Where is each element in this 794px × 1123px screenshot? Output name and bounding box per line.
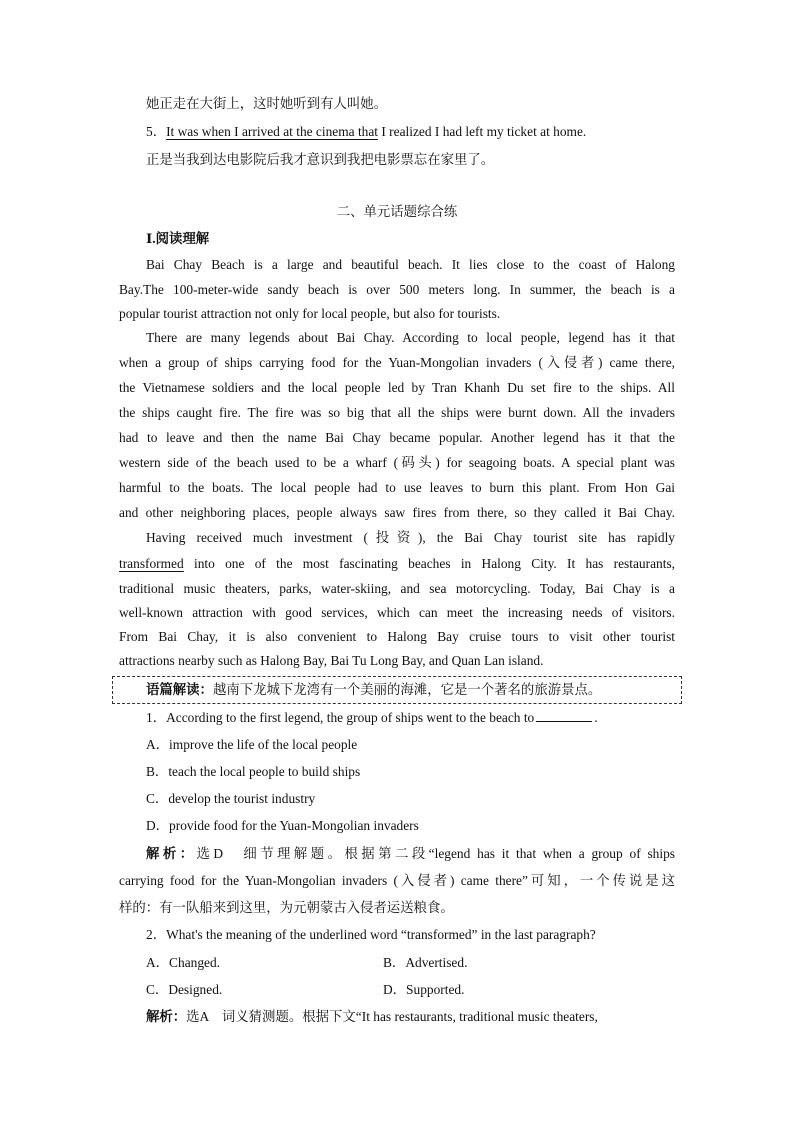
passage-line: traditional music theaters, parks, water-skiing, and sea motorcycling. Today, Bai Chay is a: [119, 581, 675, 596]
passage-line: when a group of ships carrying food for the Yuan-Mongolian invaders (入侵者) came there,: [119, 355, 675, 370]
q2-option-b: B．Advertised.: [383, 955, 468, 970]
passage-line: the Vietnamese soldiers and the local people led by Tran Khanh Du set fire to the ships. All: [119, 380, 675, 395]
passage-line: popular tourist attraction not only for local people, but also for tourists.: [119, 306, 501, 321]
q1-answer-line: 样的：有一队船来到这里，为元朝蒙古入侵者运送粮食。: [119, 900, 454, 915]
q2-option-c: C．Designed.: [146, 982, 223, 997]
summary-text: 语篇解读：越南下龙城下龙湾有一个美丽的海滩，它是一个著名的旅游景点。: [146, 682, 602, 697]
passage-line: the ships caught fire. The fire was so big that all the ships were burnt down. All the invaders: [119, 405, 675, 420]
passage-line: Bay.The 100-meter-wide sandy beach is over 500 meters long. In summer, the beach is a: [119, 282, 675, 297]
answer-blank: [536, 709, 592, 722]
section-heading: 二、单元话题综合练: [336, 204, 458, 219]
answer-label: 解析：: [146, 1009, 187, 1024]
item-number: 5．: [146, 124, 167, 139]
passage-line: There are many legends about Bai Chay. According to local people, legend has it that: [146, 330, 675, 345]
translation-line-4: 她正走在大街上，这时她听到有人叫她。: [146, 96, 388, 111]
q1-answer-line: carrying food for the Yuan-Mongolian invaders (入侵者) came there”可知，一个传说是这: [119, 873, 675, 888]
passage-line: harmful to the boats. The local people had to use leaves to burn this plant. From Hon Gai: [119, 480, 675, 495]
passage-line: and other neighboring places, people always saw fires from there, so they called it Bai Chay.: [119, 505, 675, 520]
q1-option-b: B．teach the local people to build ships: [146, 764, 361, 779]
sub-heading: Ⅰ.阅读理解: [146, 231, 210, 246]
q2-option-d: D．Supported.: [383, 982, 465, 997]
q1-option-a: A．improve the life of the local people: [146, 737, 358, 752]
passage-line: well-known attraction with good services, which can meet the increasing needs of visitors.: [119, 605, 675, 620]
underlined-word-transformed: transformed: [119, 556, 184, 571]
passage-line: western side of the beach used to be a wharf (码头) for seagoing boats. A special plant was: [119, 455, 675, 470]
passage-line: attractions nearby such as Halong Bay, Bai Tu Long Bay, and Quan Lan island.: [119, 653, 544, 668]
q2-answer: 解析：选A 词义猜测题。根据下文“It has restaurants, traditional music theaters,: [146, 1009, 598, 1024]
q1-option-d: D．provide food for the Yuan-Mongolian invaders: [146, 818, 419, 833]
q1-answer: 解析：选D 细节理解题。根据第二段“legend has it that when a group of ships: [146, 846, 675, 861]
question-2-stem: 2．What's the meaning of the underlined word “transformed” in the last paragraph?: [146, 927, 596, 942]
q1-option-c: C．develop the tourist industry: [146, 791, 316, 806]
passage-line: had to leave and then the name Bai Chay became popular. Another legend has it that the: [119, 430, 675, 445]
underlined-phrase: It was when I arrived at the cinema that: [166, 124, 379, 139]
summary-label: 语篇解读：: [146, 682, 213, 697]
exercise-item-5: [146, 123, 675, 141]
passage-line: Having received much investment (投资), the Bai Chay tourist site has rapidly: [146, 530, 675, 545]
question-1-stem: 1．According to the first legend, the group of ships went to the beach to .: [146, 710, 598, 725]
passage-line: Bai Chay Beach is a large and beautiful beach. It lies close to the coast of Halong: [146, 257, 675, 272]
answer-label: 解析：: [146, 846, 197, 861]
item-5-translation: 正是当我到达电影院后我才意识到我把电影票忘在家里了。: [146, 152, 495, 167]
q2-option-a: A．Changed.: [146, 955, 221, 970]
item-sentence-rest: I realized I had left my ticket at home.: [378, 124, 587, 139]
passage-line: From Bai Chay, it is also convenient to Halong Bay cruise tours to visit other tourist: [119, 629, 675, 644]
passage-line: transformed into one of the most fascinating beaches in Halong City. It has restaurants,: [119, 556, 675, 571]
